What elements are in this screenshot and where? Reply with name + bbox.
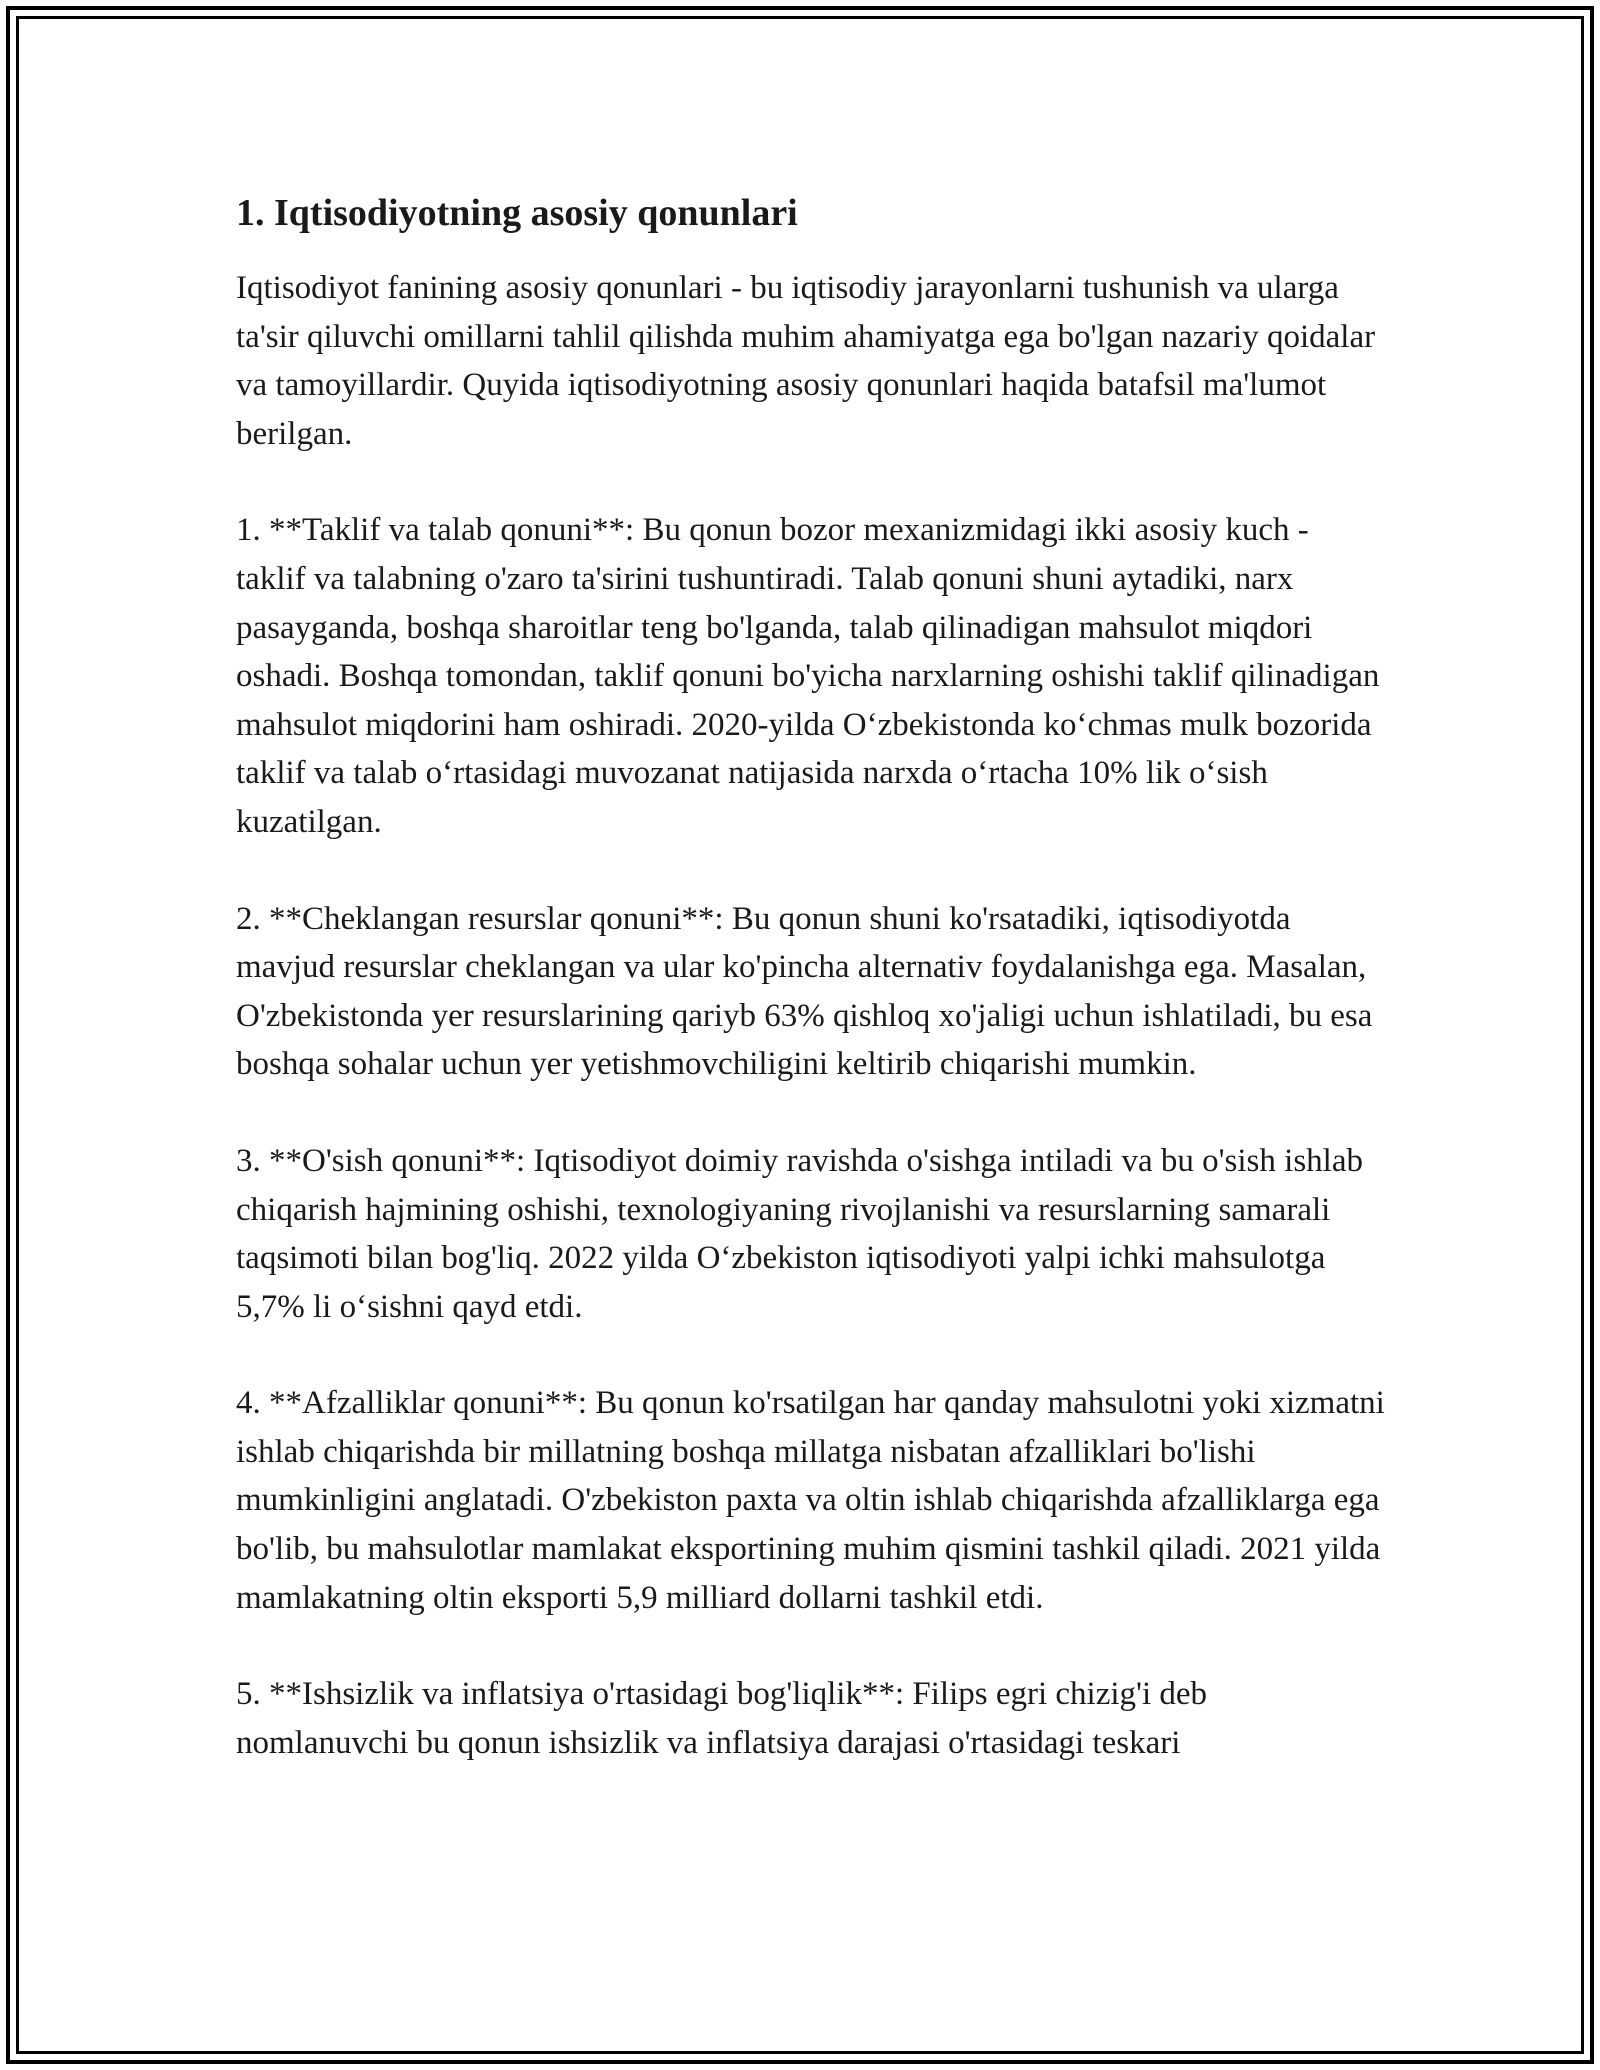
document-body xyxy=(236,186,1386,1815)
intro-paragraph: Iqtisodiyot fanining asosiy qonunlari - bu iqtisodiy jarayonlarni tushunish va ularga ta'sir qiluvchi omillarni tahlil qilishda muhim ahamiyatga ega bo'lgan nazariy qoidalar va tamoyillardir. Quyida iqtisodiyotning asosiy qonunlari haqida batafsil ma'lumot berilgan. xyxy=(236,270,1376,452)
page-title: 1. Iqtisodiyotning asosiy qonunlari xyxy=(236,192,798,234)
paragraph-advantages-law: 4. **Afzalliklar qonuni**: Bu qonun ko'rsatilgan har qanday mahsulotni yoki xizmatni ishlab chiqarishda bir millatning boshqa millatga nisbatan afzalliklari bo'lishi mumkinligini anglatadi. O'zbekiston paxta va oltin ishlab chiqarishda afzalliklarga ega bo'lib, bu mahsulotlar mamlakat eksportining muhim qismini tashkil qiladi. 2021 yilda mamlakatning oltin eksporti 5,9 milliard dollarni tashkil etdi. xyxy=(236,1385,1385,1616)
paragraph-limited-resources-law: 2. **Cheklangan resurslar qonuni**: Bu qonun shuni ko'rsatadiki, iqtisodiyotda mavjud resurslar cheklangan va ular ko'pincha alternativ foydalanishga ega. Masalan, O'zbekistonda yer resurslarining qariyb 63% qishloq xo'jaligi uchun ishlatiladi, bu esa boshqa sohalar uchun yer yetishmovchiligini keltirib chiqarishi mumkin. xyxy=(236,900,1373,1083)
paragraph-supply-demand-law: 1. **Taklif va talab qonuni**: Bu qonun bozor mexanizmidagi ikki asosiy kuch - taklif va talabning o'zaro ta'sirini tushuntiradi. Talab qonuni shuni aytadiki, narx pasayganda, boshqa sharoitlar teng bo'lganda, talab qilinadigan mahsulot miqdori oshadi. Boshqa tomondan, taklif qonuni bo'yicha narxlarning oshishi taklif qilinadigan mahsulot miqdorini ham oshiradi. 2020-yilda O‘zbekistonda ko‘chmas mulk bozorida taklif va talab o‘rtasidagi muvozanat natijasida narxda o‘rtacha 10% lik o‘sish kuzatilgan. xyxy=(236,512,1380,840)
paragraph-unemployment-inflation: 5. **Ishsizlik va inflatsiya o'rtasidagi bog'liqlik**: Filips egri chizig'i deb nomlanuvchi bu qonun ishsizlik va inflatsiya darajasi o'rtasidagi teskari xyxy=(236,1676,1208,1761)
paragraph-growth-law: 3. **O'sish qonuni**: Iqtisodiyot doimiy ravishda o'sishga intiladi va bu o'sish ishlab chiqarish hajmining oshishi, texnologiyaning rivojlanishi va resurslarning samarali taqsimoti bilan bog'liq. 2022 yilda O‘zbekiston iqtisodiyoti yalpi ichki mahsulotga 5,7% li o‘sishni qayd etdi. xyxy=(236,1142,1363,1325)
